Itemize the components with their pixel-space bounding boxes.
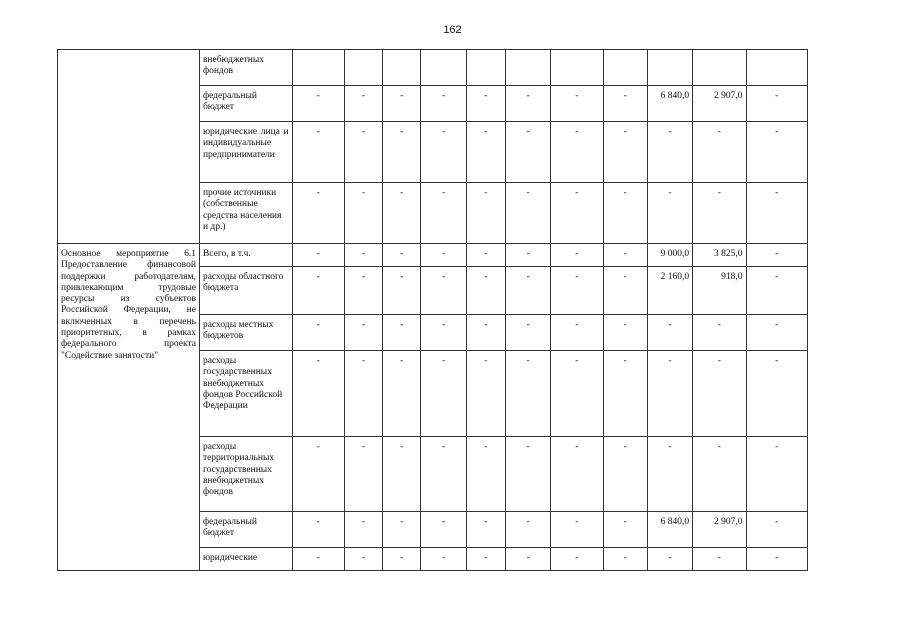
- value-cell: 2 907,0: [693, 86, 746, 122]
- value-cell: -: [344, 122, 382, 183]
- value-cell: -: [647, 315, 692, 351]
- funding-source: расходы государственных внебюджетных фондов Российской Федерации: [199, 351, 292, 437]
- value-cell: -: [551, 351, 603, 437]
- value-cell: -: [603, 122, 647, 183]
- value-cell: [693, 50, 746, 86]
- value-cell: -: [421, 315, 466, 351]
- funding-table: [57, 49, 808, 571]
- value-cell: -: [344, 315, 382, 351]
- value-cell: -: [693, 351, 746, 437]
- value-cell: -: [292, 267, 344, 315]
- value-cell: -: [421, 122, 466, 183]
- value-cell: -: [466, 244, 505, 267]
- value-cell: -: [746, 437, 808, 512]
- event-cell-continued: [58, 50, 200, 244]
- value-cell: -: [344, 183, 382, 244]
- value-cell: -: [746, 351, 808, 437]
- value-cell: -: [421, 512, 466, 548]
- value-cell: -: [505, 86, 550, 122]
- value-cell: -: [383, 122, 421, 183]
- value-cell: -: [466, 86, 505, 122]
- event-name: Основное мероприятие 6.1 Предоставление финансовой поддержки работодателям, привлекающим трудовые ресурсы из субъектов Российской Федерации, не включенных в перечень приоритетных, в рамках федерального проекта "Содействие занятости": [58, 244, 200, 571]
- value-cell: -: [647, 351, 692, 437]
- value-cell: -: [551, 512, 603, 548]
- value-cell: [551, 50, 603, 86]
- value-cell: [647, 50, 692, 86]
- value-cell: -: [383, 351, 421, 437]
- funding-source: расходы территориальных государственных внебюджетных фондов: [199, 437, 292, 512]
- value-cell: -: [551, 183, 603, 244]
- value-cell: -: [551, 267, 603, 315]
- value-cell: -: [603, 351, 647, 437]
- value-cell: -: [383, 267, 421, 315]
- value-cell: -: [505, 351, 550, 437]
- value-cell: -: [647, 122, 692, 183]
- value-cell: -: [466, 315, 505, 351]
- value-cell: -: [746, 122, 808, 183]
- funding-source: федеральный бюджет: [199, 86, 292, 122]
- value-cell: -: [746, 244, 808, 267]
- value-cell: -: [603, 315, 647, 351]
- value-cell: 918,0: [693, 267, 746, 315]
- funding-source: юридические лица и индивидуальные предприниматели: [199, 122, 292, 183]
- funding-source: внебюджетных фондов: [199, 50, 292, 86]
- value-cell: [344, 50, 382, 86]
- page-number: 162: [443, 24, 462, 36]
- value-cell: -: [383, 548, 421, 571]
- value-cell: -: [603, 183, 647, 244]
- value-cell: -: [603, 437, 647, 512]
- value-cell: -: [505, 267, 550, 315]
- value-cell: -: [551, 437, 603, 512]
- value-cell: -: [505, 183, 550, 244]
- value-cell: 2 907,0: [693, 512, 746, 548]
- value-cell: -: [746, 548, 808, 571]
- funding-source: расходы областного бюджета: [199, 267, 292, 315]
- value-cell: -: [383, 437, 421, 512]
- value-cell: -: [746, 512, 808, 548]
- value-cell: -: [344, 548, 382, 571]
- value-cell: [421, 50, 466, 86]
- funding-source: расходы местных бюджетов: [199, 315, 292, 351]
- value-cell: -: [292, 244, 344, 267]
- funding-source: федеральный бюджет: [199, 512, 292, 548]
- value-cell: -: [344, 267, 382, 315]
- value-cell: -: [551, 86, 603, 122]
- value-cell: -: [292, 351, 344, 437]
- value-cell: -: [292, 548, 344, 571]
- value-cell: -: [344, 512, 382, 548]
- value-cell: [746, 50, 808, 86]
- value-cell: -: [292, 437, 344, 512]
- value-cell: -: [505, 512, 550, 548]
- value-cell: -: [693, 437, 746, 512]
- value-cell: -: [603, 86, 647, 122]
- value-cell: -: [383, 512, 421, 548]
- value-cell: -: [421, 548, 466, 571]
- value-cell: -: [647, 437, 692, 512]
- funding-source: Всего, в т.ч.: [199, 244, 292, 267]
- value-cell: -: [383, 244, 421, 267]
- value-cell: -: [551, 122, 603, 183]
- value-cell: -: [466, 267, 505, 315]
- value-cell: -: [292, 512, 344, 548]
- value-cell: -: [292, 183, 344, 244]
- value-cell: -: [421, 183, 466, 244]
- table-row: [58, 50, 808, 86]
- value-cell: -: [421, 244, 466, 267]
- value-cell: [466, 50, 505, 86]
- value-cell: -: [344, 86, 382, 122]
- value-cell: -: [466, 122, 505, 183]
- value-cell: -: [505, 315, 550, 351]
- value-cell: [383, 50, 421, 86]
- value-cell: -: [292, 86, 344, 122]
- value-cell: -: [344, 437, 382, 512]
- value-cell: -: [603, 512, 647, 548]
- value-cell: -: [693, 548, 746, 571]
- value-cell: -: [383, 315, 421, 351]
- value-cell: -: [344, 244, 382, 267]
- value-cell: -: [466, 183, 505, 244]
- value-cell: -: [466, 548, 505, 571]
- value-cell: [603, 50, 647, 86]
- value-cell: -: [292, 122, 344, 183]
- value-cell: -: [383, 183, 421, 244]
- value-cell: -: [551, 548, 603, 571]
- value-cell: -: [421, 437, 466, 512]
- value-cell: [505, 50, 550, 86]
- value-cell: -: [551, 315, 603, 351]
- value-cell: -: [344, 351, 382, 437]
- funding-source: юридические: [199, 548, 292, 571]
- value-cell: -: [746, 183, 808, 244]
- value-cell: -: [746, 86, 808, 122]
- value-cell: 9 000,0: [647, 244, 692, 267]
- value-cell: -: [693, 183, 746, 244]
- value-cell: -: [647, 183, 692, 244]
- value-cell: 6 840,0: [647, 512, 692, 548]
- value-cell: -: [693, 122, 746, 183]
- value-cell: -: [603, 548, 647, 571]
- value-cell: -: [603, 267, 647, 315]
- value-cell: -: [383, 86, 421, 122]
- value-cell: -: [421, 267, 466, 315]
- value-cell: -: [421, 351, 466, 437]
- value-cell: -: [603, 244, 647, 267]
- value-cell: -: [505, 548, 550, 571]
- value-cell: -: [466, 351, 505, 437]
- value-cell: -: [647, 548, 692, 571]
- value-cell: 3 825,0: [693, 244, 746, 267]
- value-cell: -: [466, 512, 505, 548]
- funding-source: прочие источники (собственные средства населения и др.): [199, 183, 292, 244]
- table-row: [58, 244, 808, 267]
- value-cell: -: [421, 86, 466, 122]
- value-cell: -: [505, 244, 550, 267]
- value-cell: -: [466, 437, 505, 512]
- value-cell: -: [505, 437, 550, 512]
- value-cell: 6 840,0: [647, 86, 692, 122]
- value-cell: -: [505, 122, 550, 183]
- value-cell: -: [292, 315, 344, 351]
- value-cell: -: [693, 315, 746, 351]
- value-cell: -: [746, 267, 808, 315]
- value-cell: 2 160,0: [647, 267, 692, 315]
- value-cell: -: [746, 315, 808, 351]
- value-cell: -: [551, 244, 603, 267]
- value-cell: [292, 50, 344, 86]
